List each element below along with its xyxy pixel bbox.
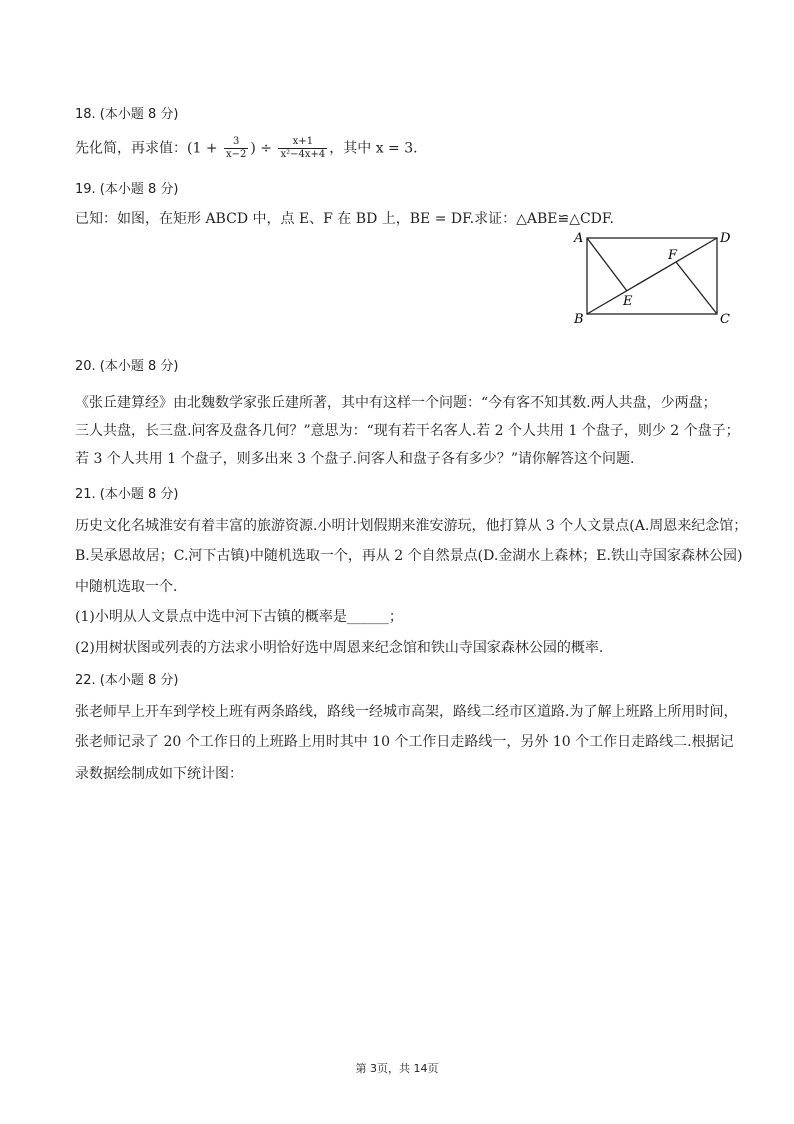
q18-prefix: 先化简，再求值： [75,140,187,157]
label-b: B [574,312,584,327]
q18-fraction-2 [278,136,327,161]
segment-cf [676,262,717,314]
q20-line-1: 《张丘建算经》由北魏数学家张丘建所著，其中有这样一个问题：“今有客不知其数.两人共盘，少两盘； [75,395,717,411]
q18-suffix: ，其中 x = 3. [329,140,418,157]
label-a: A [574,231,584,246]
q22-line-1: 张老师早上开车到学校上班有两条路线，路线一经城市高架，路线二经市区道路.为了解上班路上所用时间， [75,704,738,720]
q18-f1-denominator: x−2 [226,149,247,160]
q21-part-1: (1)小明从人文景点中选中河下古镇的概率是______； [75,609,403,625]
q21-header: 21. (本小题 8 分) [75,487,179,502]
q22-line-3: 录数据绘制成如下统计图： [75,766,243,782]
q18-f2-denominator: x²−4x+4 [280,149,326,160]
q18-header: 18. (本小题 8 分) [75,107,179,122]
page-footer: 第 3页，共 14页 [355,1062,439,1075]
q18-expr-mid: ) ÷ [250,140,277,157]
q18-f2-numerator: x+1 [278,136,327,149]
q18-fraction-1 [224,136,248,161]
q21-line-3: 中随机选取一个. [75,579,178,595]
q19-header: 19. (本小题 8 分) [75,182,179,197]
q22-header: 22. (本小题 8 分) [75,673,179,688]
label-f: F [668,248,678,263]
q18-f1-numerator: 3 [224,136,248,149]
q21-line-1: 历史文化名城淮安有着丰富的旅游资源.小明计划假期来淮安游玩，他打算从 3 个人文景点(A.周恩来纪念馆； [75,518,748,534]
label-d: D [720,231,731,246]
diagonal-bd [587,238,717,314]
q18-problem [75,136,418,161]
segment-ae [587,238,627,291]
q19-text: 已知：如图，在矩形 ABCD 中，点 E、F 在 BD 上，BE = DF.求证：△ABE≌△CDF. [75,211,614,227]
q21-line-2: B.吴承恩故居；C.河下古镇)中随机选取一个，再从 2 个自然景点(D.金湖水上森林；E.铁山寺国家森林公园) [75,548,743,564]
label-c: C [720,312,730,327]
label-e: E [623,294,633,309]
q18-expr-open: (1 + [187,140,222,157]
rectangle-figure [570,228,740,328]
q22-line-2: 张老师记录了 20 个工作日的上班路上用时其中 10 个工作日走路线一，另外 10 个工作日走路线二.根据记 [75,734,734,750]
q20-line-3: 若 3 个人共用 1 个盘子，则多出来 3 个盘子.问客人和盘子各有多少？”请你解答这个问题. [75,451,635,467]
q20-header: 20. (本小题 8 分) [75,359,179,374]
q21-part-2: (2)用树状图或列表的方法求小明恰好选中周恩来纪念馆和铁山寺国家森林公园的概率. [75,640,604,656]
q20-line-2: 三人共盘，长三盘.问客及盘各几何？”意思为：“现有若干名客人.若 2 个人共用 1 个盘子，则少 2 个盘子； [75,423,740,439]
